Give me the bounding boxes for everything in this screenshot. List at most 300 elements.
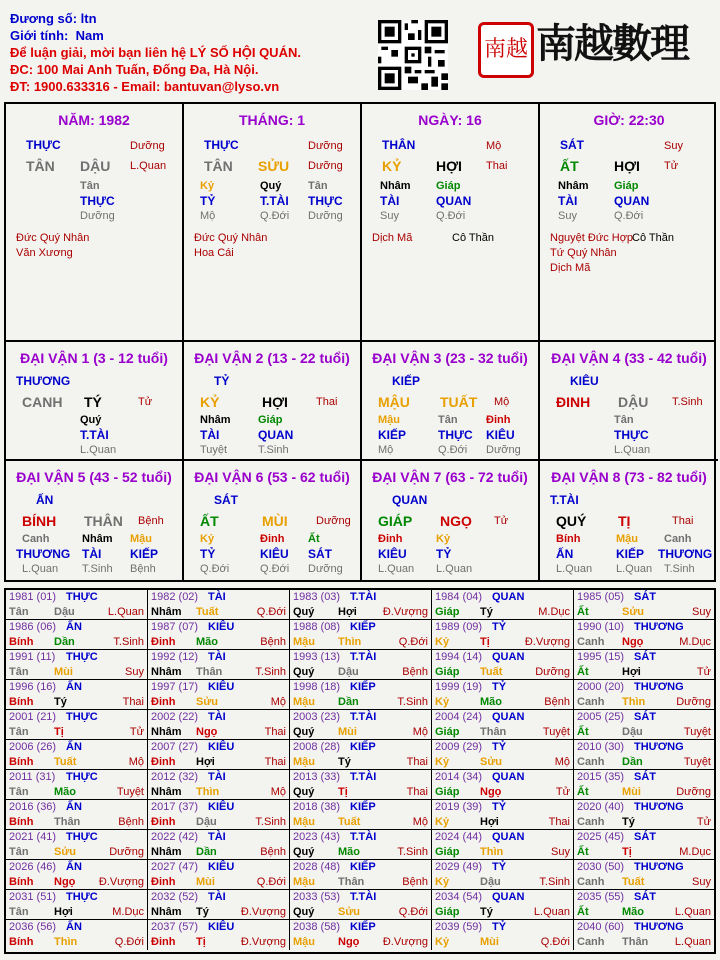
dai-van-hidden-god: TỶ xyxy=(200,547,216,561)
year-branch: Mùi xyxy=(196,876,215,888)
year-cell xyxy=(148,620,290,650)
year-stem: Tân xyxy=(9,906,29,918)
year-state: Thai xyxy=(264,756,286,768)
year-branch: Thân xyxy=(54,816,81,828)
year-god: T.TÀI xyxy=(350,831,377,843)
hidden-stem: Tân xyxy=(80,180,100,192)
year-god: TỶ xyxy=(492,741,507,753)
year-god: TỶ xyxy=(492,921,507,933)
year-cell xyxy=(290,890,432,920)
year-branch: Tuất xyxy=(54,756,77,768)
year-cell xyxy=(6,890,148,920)
year-label: 2029 (49) xyxy=(435,861,483,873)
pillar-branch: HỢI xyxy=(614,158,640,174)
year-label: 1992 (12) xyxy=(151,651,199,663)
year-state: Bệnh xyxy=(544,696,570,708)
dai-van-hidden-stem: Ất xyxy=(308,533,320,545)
year-stem: Quý xyxy=(293,726,315,738)
dai-van-hidden-state: L.Quan xyxy=(378,563,415,575)
year-stem: Mậu xyxy=(293,636,315,648)
year-branch: Thìn xyxy=(196,786,220,798)
year-cell xyxy=(574,860,714,890)
year-god: KIÊU xyxy=(208,681,235,693)
year-label: 2003 (23) xyxy=(293,711,341,723)
year-state: Suy xyxy=(692,606,711,618)
dai-van-hidden-stem: Canh xyxy=(664,533,692,545)
year-label: 2012 (32) xyxy=(151,771,199,783)
pillar-branch-state: Suy xyxy=(664,140,683,152)
dai-van-hidden-state: L.Quan xyxy=(22,563,59,575)
year-state: Đ.Vượng xyxy=(240,906,286,918)
pillar-branch-state: Dưỡng xyxy=(308,140,343,152)
year-stem: Nhâm xyxy=(151,786,182,798)
year-state: T.Sinh xyxy=(539,876,570,888)
dai-van-cell xyxy=(540,342,718,461)
year-cell xyxy=(148,680,290,710)
year-cell xyxy=(432,890,574,920)
dai-van-cell xyxy=(184,342,362,461)
year-god: T.TÀI xyxy=(350,891,377,903)
year-label: 2030 (50) xyxy=(577,861,625,873)
year-branch: Hợi xyxy=(54,906,73,918)
year-branch: Dậu xyxy=(196,816,217,828)
year-state: Tử xyxy=(555,786,570,798)
dai-van-hidden-stem: Đinh xyxy=(378,533,403,545)
year-label: 2036 (56) xyxy=(9,921,57,933)
year-state: Đ.Vượng xyxy=(382,606,428,618)
year-cell xyxy=(290,710,432,740)
year-stem: Bính xyxy=(9,636,34,648)
year-branch: Tý xyxy=(622,816,635,828)
year-label: 2032 (52) xyxy=(151,891,199,903)
dai-van-state: Tử xyxy=(138,396,153,408)
year-stem: Mậu xyxy=(293,756,315,768)
year-god: KIÊU xyxy=(208,741,235,753)
dai-van-hidden-state: L.Quan xyxy=(436,563,473,575)
year-branch: Dần xyxy=(622,756,643,768)
year-branch: Dần xyxy=(54,636,75,648)
year-branch: Tý xyxy=(196,906,209,918)
year-stem: Bính xyxy=(9,936,34,948)
year-state: L.Quan xyxy=(674,906,711,918)
year-state: M.Dục xyxy=(538,606,570,618)
year-god: T.TÀI xyxy=(350,711,377,723)
year-branch: Sửu xyxy=(480,756,503,768)
year-stem: Ất xyxy=(577,846,589,858)
dai-van-hidden-god: KIẾP xyxy=(130,547,159,561)
year-label: 2021 (41) xyxy=(9,831,57,843)
year-god: T.TÀI xyxy=(350,651,377,663)
year-stem: Giáp xyxy=(435,846,460,858)
year-label: 1993 (13) xyxy=(293,651,341,663)
dai-van-hidden-stem: Canh xyxy=(22,533,50,545)
owner-info xyxy=(10,10,301,95)
year-stem: Nhâm xyxy=(151,606,182,618)
year-state: Q.Đới xyxy=(398,906,428,918)
year-god: THỰC xyxy=(66,711,98,723)
hidden-god: TÀI xyxy=(558,194,578,208)
pillar-cell xyxy=(184,104,362,340)
year-state: Dưỡng xyxy=(676,696,711,708)
year-label: 2025 (45) xyxy=(577,831,625,843)
year-branch: Tý xyxy=(480,606,493,618)
star: Cô Thần xyxy=(452,232,494,244)
year-label: 1990 (10) xyxy=(577,621,625,633)
dai-van-hidden-god: THƯƠNG xyxy=(658,547,713,561)
year-god: ẤN xyxy=(66,741,82,753)
year-branch: Hợi xyxy=(196,756,215,768)
dai-van-title: ĐẠI VẬN 4 (33 - 42 tuổi) xyxy=(551,350,707,366)
year-label: 2037 (57) xyxy=(151,921,199,933)
year-state: Mộ xyxy=(412,726,428,738)
year-god: KIẾP xyxy=(350,681,376,693)
year-god: KIẾP xyxy=(350,741,376,753)
dai-van-hidden-god: TÀI xyxy=(82,547,102,561)
year-label: 2007 (27) xyxy=(151,741,199,753)
hidden-stem: Giáp xyxy=(436,180,461,192)
year-god: QUAN xyxy=(492,711,525,723)
year-god: KIẾP xyxy=(350,861,376,873)
year-label: 2001 (21) xyxy=(9,711,57,723)
year-label: 1994 (14) xyxy=(435,651,483,663)
year-stem: Quý xyxy=(293,906,315,918)
year-branch: Tý xyxy=(338,756,351,768)
year-god: TỶ xyxy=(492,801,507,813)
hidden-god: QUAN xyxy=(614,194,650,208)
year-god: THỰC xyxy=(66,771,98,783)
year-god: QUAN xyxy=(492,771,525,783)
year-label: 1995 (15) xyxy=(577,651,625,663)
year-god: ẤN xyxy=(66,861,82,873)
year-label: 2034 (54) xyxy=(435,891,483,903)
pillar-title: NĂM: 1982 xyxy=(58,112,130,128)
year-god: ẤN xyxy=(66,801,82,813)
year-god: THƯƠNG xyxy=(634,681,684,693)
year-label: 2008 (28) xyxy=(293,741,341,753)
year-god: KIẾP xyxy=(350,801,376,813)
dai-van-title: ĐẠI VẬN 2 (13 - 22 tuổi) xyxy=(194,350,350,366)
dai-van-state: Bệnh xyxy=(138,515,164,527)
year-label: 2039 (59) xyxy=(435,921,483,933)
year-stem: Mậu xyxy=(293,876,315,888)
year-label: 1984 (04) xyxy=(435,591,483,603)
year-stem: Đinh xyxy=(151,936,176,948)
dai-van-branch: NGỌ xyxy=(440,513,472,529)
year-cell xyxy=(290,920,432,950)
dai-van-stem: GIÁP xyxy=(378,513,413,529)
year-stem: Giáp xyxy=(435,786,460,798)
year-label: 2026 (46) xyxy=(9,861,57,873)
star: Dịch Mã xyxy=(550,262,591,274)
year-label: 2027 (47) xyxy=(151,861,199,873)
dai-van-god: KIÊU xyxy=(570,374,599,388)
hidden-stem: Nhâm xyxy=(558,180,589,192)
year-state: Tử xyxy=(696,666,711,678)
four-pillars xyxy=(4,102,716,342)
year-branch: Mão xyxy=(622,906,644,918)
year-label: 2023 (43) xyxy=(293,831,341,843)
year-cell xyxy=(6,920,148,950)
year-branch: Tuất xyxy=(338,816,361,828)
year-state: Suy xyxy=(125,666,144,678)
hidden-state: Mộ xyxy=(200,210,216,222)
year-branch: Mùi xyxy=(622,786,641,798)
year-state: Suy xyxy=(551,846,570,858)
year-stem: Quý xyxy=(293,666,315,678)
year-state: T.Sinh xyxy=(113,636,144,648)
dai-van-hidden-state: Q.Đới xyxy=(200,563,230,575)
year-cell xyxy=(290,650,432,680)
year-stem: Đinh xyxy=(151,756,176,768)
year-state: Đ.Vượng xyxy=(382,936,428,948)
brand-logo: 南越數理 xyxy=(536,20,688,67)
year-cell xyxy=(6,650,148,680)
year-branch: Tị xyxy=(622,846,632,858)
dai-van-hidden-stem: Đinh xyxy=(486,414,511,426)
pillar-stem: TÂN xyxy=(204,158,233,174)
year-state: Q.Đới xyxy=(114,936,144,948)
year-state: Tử xyxy=(129,726,144,738)
star: Đức Quý Nhân xyxy=(194,232,268,244)
dai-van-title: ĐẠI VẬN 5 (43 - 52 tuổi) xyxy=(16,469,172,485)
year-label: 2038 (58) xyxy=(293,921,341,933)
dai-van-hidden-god: THƯƠNG xyxy=(16,547,71,561)
year-stem: Mậu xyxy=(293,936,315,948)
year-label: 1998 (18) xyxy=(293,681,341,693)
pillar-branch: DẬU xyxy=(80,158,111,174)
dai-van-grid xyxy=(4,342,716,582)
year-label: 1989 (09) xyxy=(435,621,483,633)
year-state: Mộ xyxy=(270,696,286,708)
year-branch: Tị xyxy=(54,726,64,738)
year-god: KIÊU xyxy=(208,621,235,633)
year-god: THƯƠNG xyxy=(634,861,684,873)
year-stem: Canh xyxy=(577,816,605,828)
star: Cô Thần xyxy=(632,232,674,244)
year-branch: Dần xyxy=(196,846,217,858)
year-cell xyxy=(6,860,148,890)
year-branch: Mão xyxy=(196,636,218,648)
year-state: Dưỡng xyxy=(109,846,144,858)
dai-van-hidden-state: Dưỡng xyxy=(308,563,343,575)
dai-van-hidden-stem: Bính xyxy=(556,533,581,545)
dai-van-state: Thai xyxy=(672,515,694,527)
dai-van-stem: ĐINH xyxy=(556,394,591,410)
contact-phone-email: ĐT: 1900.633316 - Email: bantuvan@lyso.vn xyxy=(10,79,280,94)
dai-van-hidden-god: TỶ xyxy=(436,547,452,561)
year-label: 2019 (39) xyxy=(435,801,483,813)
year-label: 2011 (31) xyxy=(9,771,56,783)
year-state: Tuyệt xyxy=(683,726,711,738)
year-state: Dưỡng xyxy=(535,666,570,678)
year-stem: Tân xyxy=(9,726,29,738)
year-cell xyxy=(290,680,432,710)
dai-van-state: T.Sinh xyxy=(672,396,703,408)
year-label: 2009 (29) xyxy=(435,741,483,753)
year-state: L.Quan xyxy=(107,606,144,618)
year-cell xyxy=(290,590,432,620)
year-god: SÁT xyxy=(634,711,656,723)
dai-van-hidden-god: THỰC xyxy=(438,428,473,442)
year-state: T.Sinh xyxy=(397,696,428,708)
year-god: TỶ xyxy=(492,621,507,633)
star: Văn Xương xyxy=(16,247,73,259)
year-cell xyxy=(574,620,714,650)
year-cell xyxy=(6,740,148,770)
year-cell xyxy=(432,620,574,650)
year-state: T.Sinh xyxy=(255,666,286,678)
hidden-state: Dưỡng xyxy=(80,210,115,222)
year-god: SÁT xyxy=(634,651,656,663)
year-branch: Thìn xyxy=(622,696,646,708)
year-god: TÀI xyxy=(208,771,226,783)
year-god: THỰC xyxy=(66,651,98,663)
year-god: KIÊU xyxy=(208,921,235,933)
hidden-state: Dưỡng xyxy=(308,210,343,222)
year-stem: Ất xyxy=(577,606,589,618)
star: Dịch Mã xyxy=(372,232,413,244)
year-stem: Đinh xyxy=(151,636,176,648)
year-branch: Ngọ xyxy=(622,636,644,648)
pillar-cell xyxy=(540,104,718,340)
year-branch: Tý xyxy=(54,696,67,708)
year-cell xyxy=(148,710,290,740)
year-state: Bệnh xyxy=(260,636,286,648)
year-god: SÁT xyxy=(634,831,656,843)
year-cell xyxy=(432,830,574,860)
year-branch: Sửu xyxy=(54,846,77,858)
year-state: Đ.Vượng xyxy=(240,936,286,948)
year-label: 1999 (19) xyxy=(435,681,483,693)
year-label: 1983 (03) xyxy=(293,591,341,603)
year-state: Mộ xyxy=(554,756,570,768)
year-god: THỰC xyxy=(66,831,98,843)
year-label: 2033 (53) xyxy=(293,891,341,903)
year-cell xyxy=(432,800,574,830)
pillar-title: GIỜ: 22:30 xyxy=(593,112,665,128)
pillar-cell xyxy=(6,104,184,340)
year-branch: Hợi xyxy=(480,816,499,828)
year-god: ẤN xyxy=(66,621,82,633)
hidden-stem: Giáp xyxy=(614,180,639,192)
hidden-god: TỶ xyxy=(200,194,216,208)
year-stem: Bính xyxy=(9,816,34,828)
year-branch: Sửu xyxy=(338,906,361,918)
contact-address: ĐC: 100 Mai Anh Tuấn, Đống Đa, Hà Nội. xyxy=(10,62,259,77)
pillar-branch-state: Dưỡng xyxy=(130,140,165,152)
year-label: 2006 (26) xyxy=(9,741,57,753)
year-god: THƯƠNG xyxy=(634,801,684,813)
pillar-branch: SỬU xyxy=(258,158,290,174)
dai-van-hidden-stem: Nhâm xyxy=(200,414,231,426)
year-state: Mộ xyxy=(412,816,428,828)
year-state: T.Sinh xyxy=(397,846,428,858)
dai-van-hidden-state: Mộ xyxy=(378,444,394,456)
year-cell xyxy=(290,830,432,860)
year-stem: Kỷ xyxy=(435,636,450,648)
dai-van-hidden-god: KIẾP xyxy=(616,547,645,561)
year-stem: Kỷ xyxy=(435,876,450,888)
year-god: SÁT xyxy=(634,771,656,783)
dai-van-title: ĐẠI VẬN 1 (3 - 12 tuổi) xyxy=(20,350,168,366)
year-branch: Dậu xyxy=(480,876,501,888)
year-stem: Giáp xyxy=(435,666,460,678)
dai-van-hidden-god: KIÊU xyxy=(378,547,407,561)
dai-van-hidden-state: Tuyệt xyxy=(200,444,228,456)
hidden-god: TÀI xyxy=(380,194,400,208)
year-stem: Đinh xyxy=(151,876,176,888)
year-label: 1988 (08) xyxy=(293,621,341,633)
year-god: KIẾP xyxy=(350,921,376,933)
year-god: ẤN xyxy=(66,921,82,933)
year-label: 2010 (30) xyxy=(577,741,625,753)
year-state: Tuyệt xyxy=(542,726,570,738)
dai-van-state: Mộ xyxy=(494,396,510,408)
year-label: 1986 (06) xyxy=(9,621,57,633)
year-branch: Mùi xyxy=(338,726,357,738)
year-branch: Hợi xyxy=(338,606,357,618)
dai-van-cell xyxy=(362,461,540,580)
year-state: Q.Đới xyxy=(256,606,286,618)
year-god: TÀI xyxy=(208,891,226,903)
year-god: QUAN xyxy=(492,891,525,903)
year-label: 2002 (22) xyxy=(151,711,199,723)
year-stem: Giáp xyxy=(435,906,460,918)
dai-van-hidden-stem: Kỷ xyxy=(436,533,451,545)
dai-van-hidden-state: L.Quan xyxy=(556,563,593,575)
year-god: TÀI xyxy=(208,651,226,663)
pillar-ten-god: THỰC xyxy=(204,138,239,152)
year-cell xyxy=(290,740,432,770)
year-state: Thai xyxy=(406,786,428,798)
year-branch: Thân xyxy=(338,876,365,888)
year-stem: Quý xyxy=(293,786,315,798)
dai-van-stem: ẤT xyxy=(200,513,219,529)
year-state: L.Quan xyxy=(533,906,570,918)
dai-van-hidden-stem: Quý xyxy=(80,414,102,426)
year-stem: Nhâm xyxy=(151,666,182,678)
year-state: Dưỡng xyxy=(676,786,711,798)
dai-van-hidden-stem: Kỷ xyxy=(200,533,215,545)
dai-van-state: Dưỡng xyxy=(316,515,351,527)
hidden-stem: Tân xyxy=(308,180,328,192)
pillar-title: NGÀY: 16 xyxy=(418,112,482,128)
pillar-branch-note: Dưỡng xyxy=(308,160,343,172)
hidden-state: Suy xyxy=(380,210,399,222)
year-branch: Mão xyxy=(480,696,502,708)
year-branch: Ngọ xyxy=(54,876,76,888)
year-stem: Quý xyxy=(293,606,315,618)
pillar-stem: TÂN xyxy=(26,158,55,174)
year-branch: Thân xyxy=(196,666,223,678)
year-label: 2004 (24) xyxy=(435,711,483,723)
gender-line: Giới tính: Nam xyxy=(10,28,104,43)
dai-van-branch: TỊ xyxy=(618,513,631,529)
year-stem: Nhâm xyxy=(151,726,182,738)
year-state: M.Dục xyxy=(679,846,711,858)
year-branch: Dần xyxy=(338,696,359,708)
year-god: T.TÀI xyxy=(350,771,377,783)
pillar-title: THÁNG: 1 xyxy=(238,112,306,128)
dai-van-hidden-god: SÁT xyxy=(308,547,332,561)
dai-van-god: QUAN xyxy=(392,493,428,507)
year-branch: Thìn xyxy=(54,936,78,948)
year-cell xyxy=(432,860,574,890)
pillar-stem: KỶ xyxy=(382,158,402,174)
year-god: TỶ xyxy=(492,861,507,873)
year-branch: Thìn xyxy=(338,636,362,648)
year-stem: Bính xyxy=(9,756,34,768)
